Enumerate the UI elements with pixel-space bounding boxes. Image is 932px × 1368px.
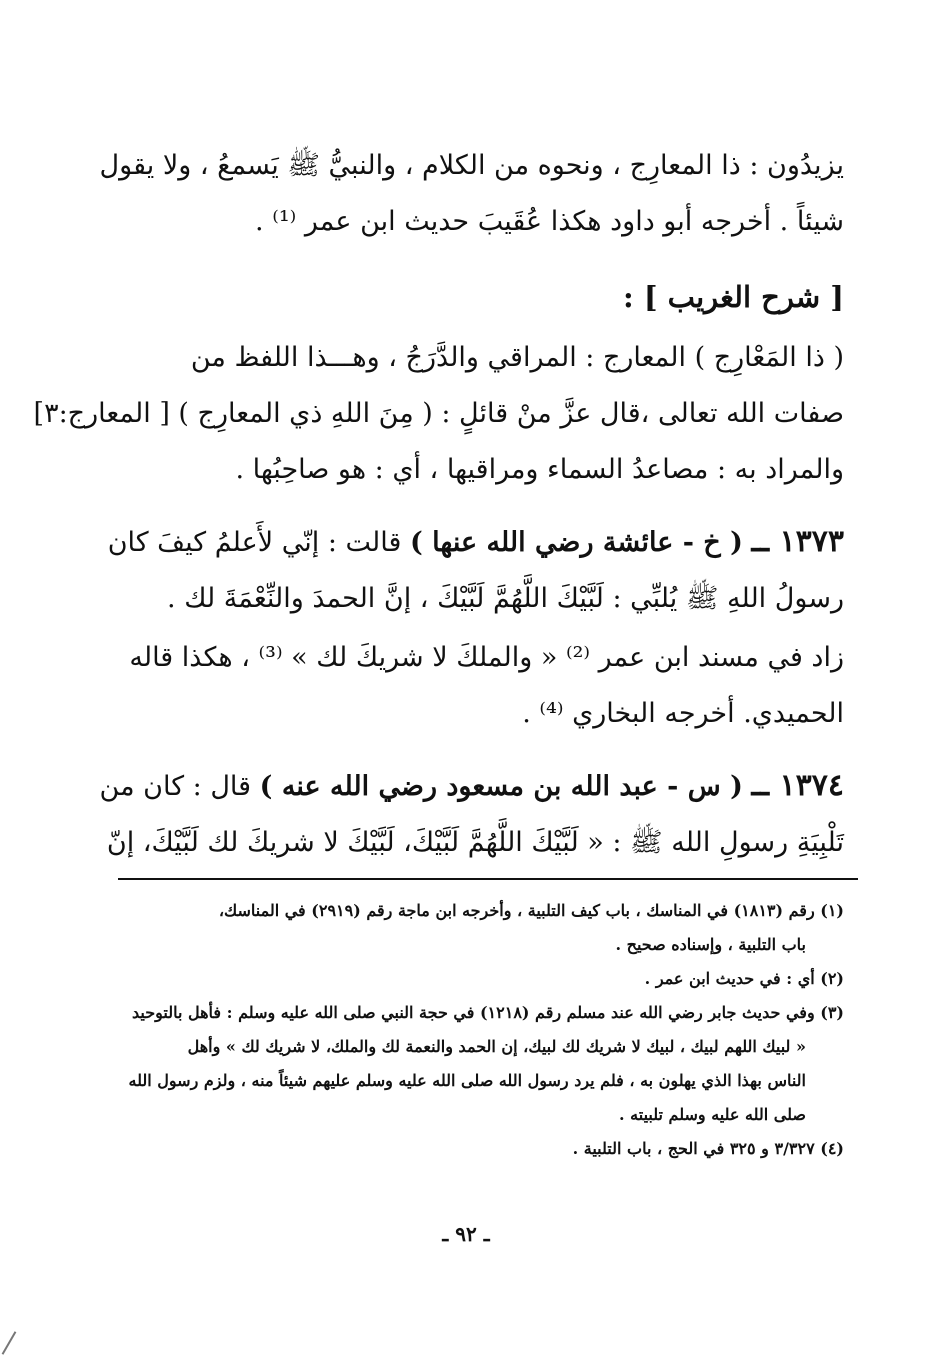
footnotes xyxy=(114,894,844,1166)
footnote-line: (٢) أي : في حديث ابن عمر . xyxy=(644,969,844,988)
paragraph-addition xyxy=(114,630,844,742)
footnote-2 xyxy=(114,962,844,996)
text-line: يزيدُون : ذا المعارِج ، ونحوه من الكلام ، والنبيُّ ﷺ يَسمعُ ، ولا يقول xyxy=(99,150,844,181)
text-segment: قالت : إنّي لأَعلمُ كيفَ كان xyxy=(107,527,402,558)
hadith-1373 xyxy=(107,514,844,627)
text-line: رسولُ اللهِ ﷺ يُلبِّي : لَبَّيْكَ اللَّهُمَّ لَبَّيْكَ ، إنَّ الحمدَ والنِّعْمَةَ لك . xyxy=(167,583,844,614)
footnote-line: (٤) ٣/٣٢٧ و ٣٢٥ في الحج ، باب التلبية . xyxy=(572,1139,844,1158)
text-line: تَلْبِيَةِ رسولِ الله ﷺ : « لَبَّيْكَ اللَّهُمَّ لَبَّيْكَ، لَبَّيْكَ لا شريكَ لك لَبَّيْكَ، إنّ xyxy=(106,827,844,858)
section-heading-gharib: [ شرح الغريب ] : xyxy=(623,280,844,314)
text-segment: قال : كان من xyxy=(99,771,252,802)
text-line: والمراد به : مصاعدُ السماء ومراقيها ، أي : هو صاحِبُها . xyxy=(235,454,844,485)
footnote-separator xyxy=(118,878,858,880)
footnote-4 xyxy=(114,1132,844,1166)
text-line: صفات الله تعالى ،قال عزَّ منْ قائلٍ : ( مِنَ اللهِ ذي المعارِج ) [ المعارج:٣] xyxy=(33,398,844,429)
text-line: الحميدي. أخرجه البخاري ⁽⁴⁾ . xyxy=(522,698,844,729)
text-line: شيئاً . أخرجه أبو داود هكذا عُقَيبَ حديث ابن عمر ⁽¹⁾ . xyxy=(255,206,844,237)
text-line: زاد في مسند ابن عمر ⁽²⁾ « والملكَ لا شريكَ لك » ⁽³⁾ ، هكذا قاله xyxy=(129,642,844,673)
hadith-source: ( س - عبد الله بن مسعود رضي الله عنه ) xyxy=(259,771,743,802)
paragraph-gharib-explanation xyxy=(33,330,844,498)
footnote-line: (٣) وفي حديث جابر رضي الله عند مسلم رقم (١٢١٨) في حجة النبي صلى الله عليه وسلم : فأهل بالتوحيد xyxy=(132,1003,844,1022)
text-line: ( ذا المَعْارِج ) المعارج : المراقي والدَّرَجُ ، وهـــذا اللفظ من xyxy=(190,342,844,373)
footnote-line: « لبيك اللهم لبيك ، لبيك لا شريك لك لبيك، إن الحمد والنعمة لك والملك، لا شريك لك » وأهل xyxy=(187,1037,806,1056)
footnote-1 xyxy=(114,894,844,962)
hadith-number: ١٣٧٣ ــ xyxy=(751,524,844,559)
footnote-line: الناس بهذا الذي يهلون به ، فلم يرد رسول الله صلى الله عليه وسلم عليهم شيئاً منه ، ولزم رسول الله xyxy=(128,1071,806,1090)
hadith-first-line xyxy=(107,514,844,571)
hadith-first-line xyxy=(99,758,844,815)
footnote-3 xyxy=(114,996,844,1132)
hadith-1374 xyxy=(99,758,844,871)
paragraph-hadith-continuation xyxy=(99,138,844,250)
footnote-line: باب التلبية ، وإسناده صحيح . xyxy=(615,935,806,954)
footnote-line: (١) رقم (١٨١٣) في المناسك ، باب كيف التلبية ، وأخرجه ابن ماجة رقم (٢٩١٩) في المناسك، xyxy=(218,901,844,920)
hadith-number: ١٣٧٤ ــ xyxy=(751,768,844,803)
footnote-line: صلى الله عليه وسلم تلبيته . xyxy=(619,1105,806,1124)
scan-mark xyxy=(2,1331,17,1355)
hadith-source: ( خ - عائشة رضي الله عنها ) xyxy=(409,527,743,558)
page-number: ـ ٩٢ ـ xyxy=(442,1222,490,1246)
